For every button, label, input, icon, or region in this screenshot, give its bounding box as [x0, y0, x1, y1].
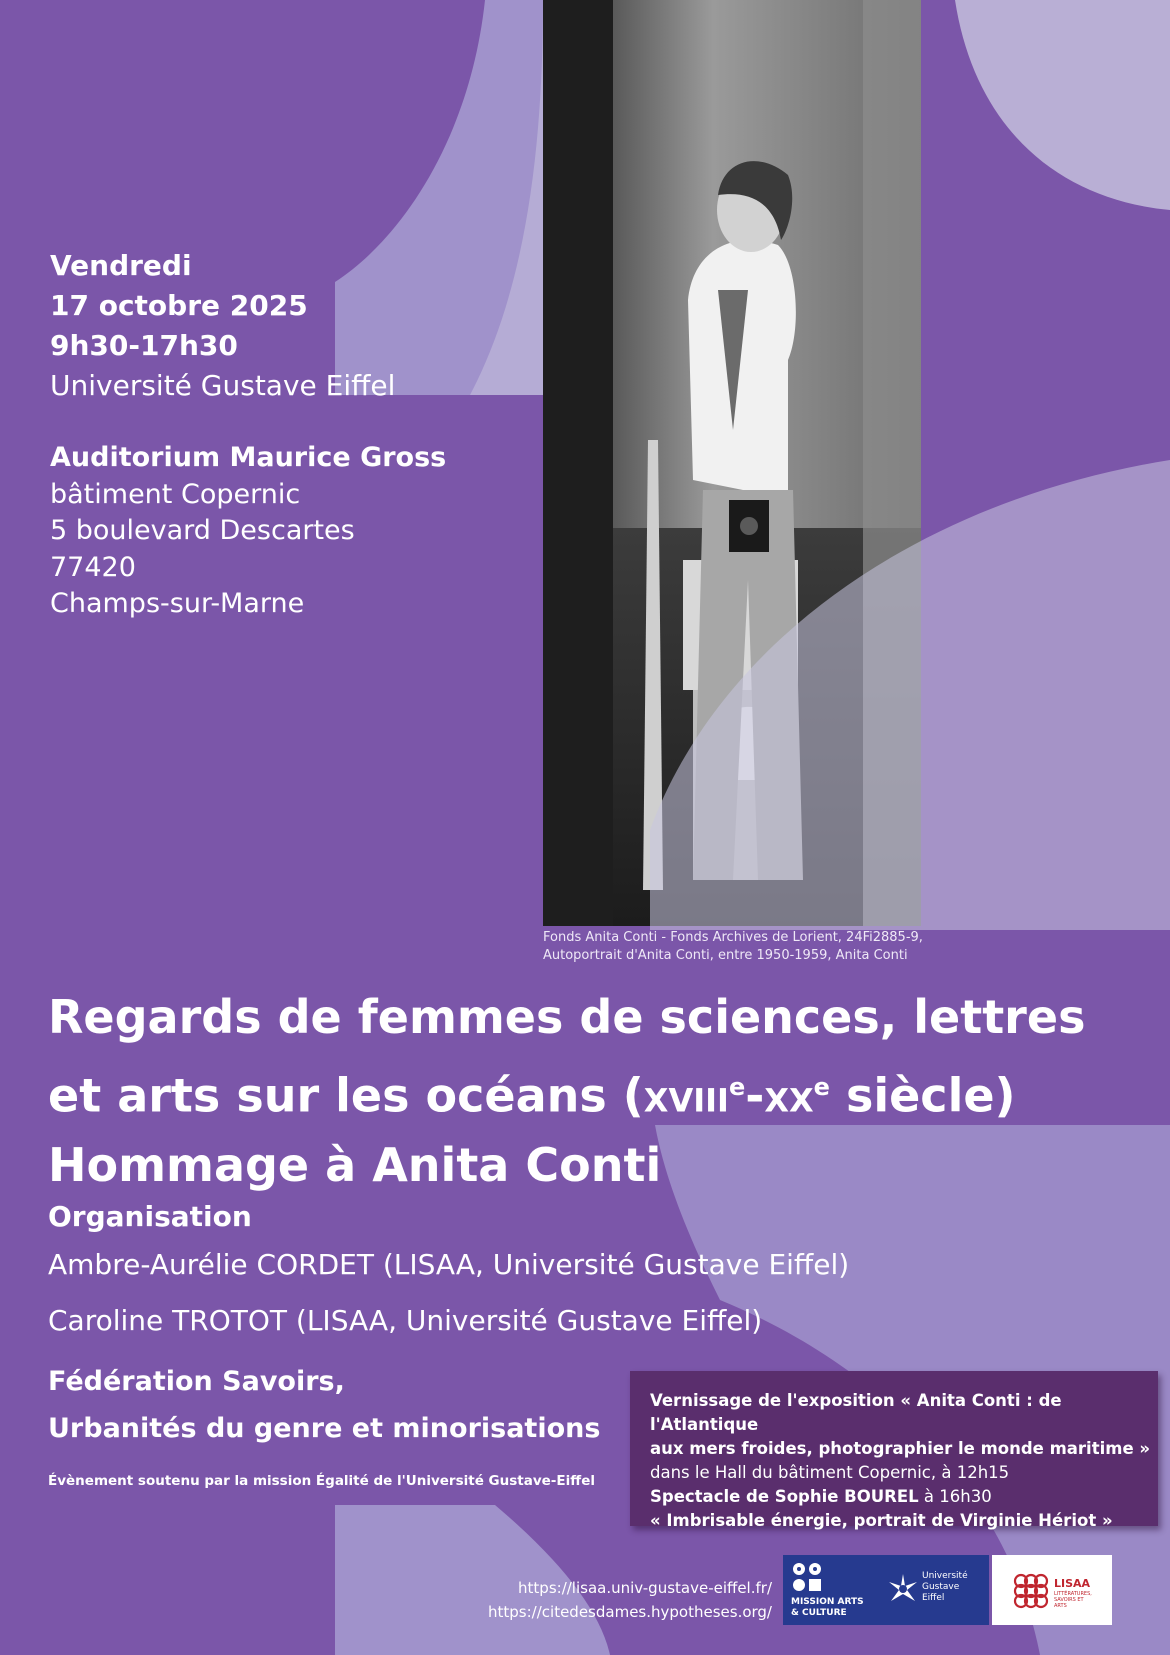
event-title [48, 982, 1085, 1200]
mission-arts-ug-logo [783, 1555, 989, 1625]
organiser-1: Ambre-Aurélie CORDET (LISAA, Université Gustave Eiffel) [48, 1248, 850, 1281]
side-event-line5: « Imbrisable énergie, portrait de Virginie Hériot » [650, 1511, 1113, 1530]
link-citedesdames[interactable]: https://citedesdames.hypotheses.org/ [488, 1603, 772, 1621]
title-line2-start: et arts sur les océans ( [48, 1068, 644, 1123]
side-event-line3: dans le Hall du bâtiment Copernic, à 12h15 [650, 1463, 1010, 1482]
support-note: Évènement soutenu par la mission Égalité de l'Université Gustave-Eiffel [48, 1473, 595, 1489]
lisaa-subtitle [1054, 1591, 1092, 1609]
venue-address [50, 440, 446, 623]
side-event-line1: Vernissage de l'exposition « Anita Conti : de l'Atlantique [650, 1391, 1062, 1434]
federation-line2: Urbanités du genre et minorisations [48, 1413, 601, 1444]
title-sup1: e [728, 1073, 746, 1101]
title-dash: - [745, 1068, 765, 1123]
ug-line2: Gustave [922, 1582, 960, 1592]
event-day: Vendredi [50, 249, 192, 282]
mission-line1: MISSION ARTS [791, 1597, 864, 1607]
title-sup2: e [813, 1073, 830, 1101]
mission-line2: & CULTURE [791, 1608, 847, 1618]
title-century-end: xx [764, 1068, 814, 1123]
organiser-2: Caroline TROTOT (LISAA, Université Gustave Eiffel) [48, 1304, 763, 1337]
mission-arts-icon [791, 1561, 825, 1595]
photo-credit [543, 929, 923, 965]
title-line1: Regards de femmes de sciences, lettres [48, 990, 1086, 1044]
side-event-line4-rest: à 16h30 [918, 1487, 992, 1506]
side-event-line2: aux mers froides, photographier le monde maritime » [650, 1439, 1151, 1458]
event-university: Université Gustave Eiffel [50, 369, 396, 402]
venue-street: 5 boulevard Descartes [50, 515, 355, 546]
ug-line1: Université [922, 1571, 968, 1581]
federation-line1: Fédération Savoirs, [48, 1366, 345, 1397]
venue-city: Champs-sur-Marne [50, 588, 305, 619]
links [488, 1576, 772, 1624]
venue-name: Auditorium Maurice Gross [50, 442, 447, 473]
lisaa-sub1: LITTÉRATURES, [1054, 1591, 1092, 1597]
event-time: 9h30-17h30 [50, 329, 238, 362]
event-date: 17 octobre 2025 [50, 289, 308, 322]
mission-arts-text [791, 1597, 864, 1619]
ug-line3: Eiffel [922, 1593, 945, 1603]
title-line2-end: siècle) [829, 1068, 1016, 1123]
photo-credit-line1: Fonds Anita Conti - Fonds Archives de Lorient, 24Fi2885-9, [543, 930, 923, 945]
lisaa-logo [992, 1555, 1112, 1625]
title-century-start: xviii [643, 1068, 729, 1123]
side-event-line4-bold: Spectacle de Sophie BOUREL [650, 1487, 919, 1506]
portrait-photo [543, 0, 921, 926]
event-info [50, 246, 395, 406]
lisaa-sub3: ARTS [1054, 1603, 1067, 1609]
lisaa-name: LISAA [1054, 1577, 1091, 1590]
title-line3: Hommage à Anita Conti [48, 1138, 662, 1193]
photo-credit-line2: Autoportrait d'Anita Conti, entre 1950-1959, Anita Conti [543, 948, 908, 963]
title-line2 [48, 1052, 1085, 1130]
ug-logo-text [922, 1571, 968, 1604]
side-event-line4 [650, 1485, 1158, 1509]
organisation-heading: Organisation [48, 1200, 252, 1233]
link-lisaa[interactable]: https://lisaa.univ-gustave-eiffel.fr/ [518, 1579, 772, 1597]
side-event-box [630, 1371, 1158, 1530]
lisaa-knot-icon [1012, 1572, 1050, 1610]
federation [48, 1358, 600, 1452]
ug-star-icon [886, 1572, 920, 1606]
venue-postcode: 77420 [50, 551, 136, 583]
lisaa-sub2: SAVOIRS ET [1054, 1597, 1084, 1603]
venue-building: bâtiment Copernic [50, 478, 301, 510]
